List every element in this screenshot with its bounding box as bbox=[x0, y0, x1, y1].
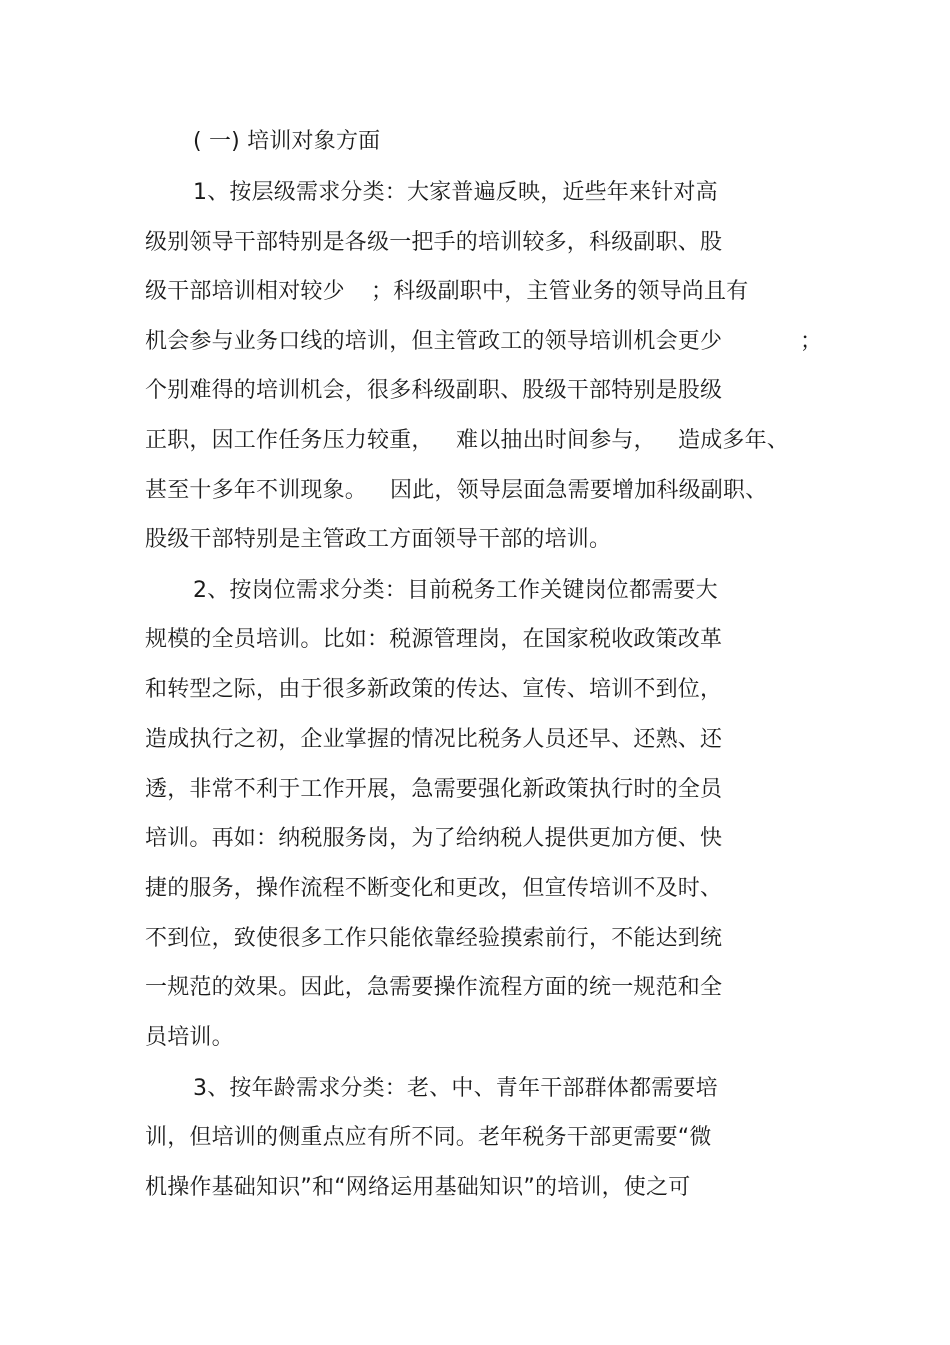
paragraph-line: 造成执行之初，企业掌握的情况比税务人员还早、还熟、还 bbox=[145, 727, 723, 752]
paragraph-line: 规模的全员培训。比如：税源管理岗，在国家税收政策改革 bbox=[145, 627, 723, 652]
paragraph-line: ；科级副职中，主管业务的领导尚且有 bbox=[371, 279, 749, 304]
paragraph-line: 透，非常不利于工作开展，急需要强化新政策执行时的全员 bbox=[145, 777, 723, 802]
paragraph-line: 机操作基础知识”和“网络运用基础知识”的培训，使之可 bbox=[145, 1175, 691, 1200]
paragraph-line: 个别难得的培训机会，很多科级副职、股级干部特别是股级 bbox=[145, 378, 723, 403]
paragraph-line: 和转型之际，由于很多新政策的传达、宣传、培训不到位， bbox=[145, 677, 723, 702]
paragraph-line: 机会参与业务口线的培训，但主管政工的领导培训机会更少 bbox=[145, 329, 723, 354]
paragraph-line: 员培训。 bbox=[145, 1025, 234, 1050]
paragraph-line: 难以抽出时间参与， bbox=[456, 428, 656, 453]
paragraph-line: 一规范的效果。因此，急需要操作流程方面的统一规范和全 bbox=[145, 975, 723, 1000]
paragraph-line: 2、按岗位需求分类：目前税务工作关键岗位都需要大 bbox=[193, 578, 718, 603]
paragraph-line: 甚至十多年不训现象。 bbox=[145, 478, 368, 503]
paragraph-line: 3、按年龄需求分类：老、中、青年干部群体都需要培 bbox=[193, 1076, 718, 1101]
paragraph-line: 捷的服务，操作流程不断变化和更改，但宣传培训不及时、 bbox=[145, 876, 723, 901]
paragraph-line: 训，但培训的侧重点应有所不同。老年税务干部更需要“微 bbox=[145, 1125, 712, 1150]
paragraph-line: 不到位，致使很多工作只能依靠经验摸索前行，不能达到统 bbox=[145, 926, 723, 951]
section-heading: ( 一) 培训对象方面 bbox=[193, 129, 381, 154]
paragraph-line: 级干部培训相对较少 bbox=[145, 279, 345, 304]
paragraph-line: 培训。再如：纳税服务岗，为了给纳税人提供更加方便、快 bbox=[145, 826, 723, 851]
paragraph-line: 1、按层级需求分类：大家普遍反映，近些年来针对高 bbox=[193, 180, 718, 205]
paragraph-line: 级别领导干部特别是各级一把手的培训较多，科级副职、股 bbox=[145, 230, 723, 255]
paragraph-line: 股级干部特别是主管政工方面领导干部的培训。 bbox=[145, 527, 612, 552]
paragraph-line: ； bbox=[800, 329, 823, 354]
paragraph-line: 正职，因工作任务压力较重， bbox=[145, 428, 434, 453]
paragraph-line: 造成多年、 bbox=[678, 428, 790, 453]
paragraph-line: 因此，领导层面急需要增加科级副职、 bbox=[390, 478, 768, 503]
